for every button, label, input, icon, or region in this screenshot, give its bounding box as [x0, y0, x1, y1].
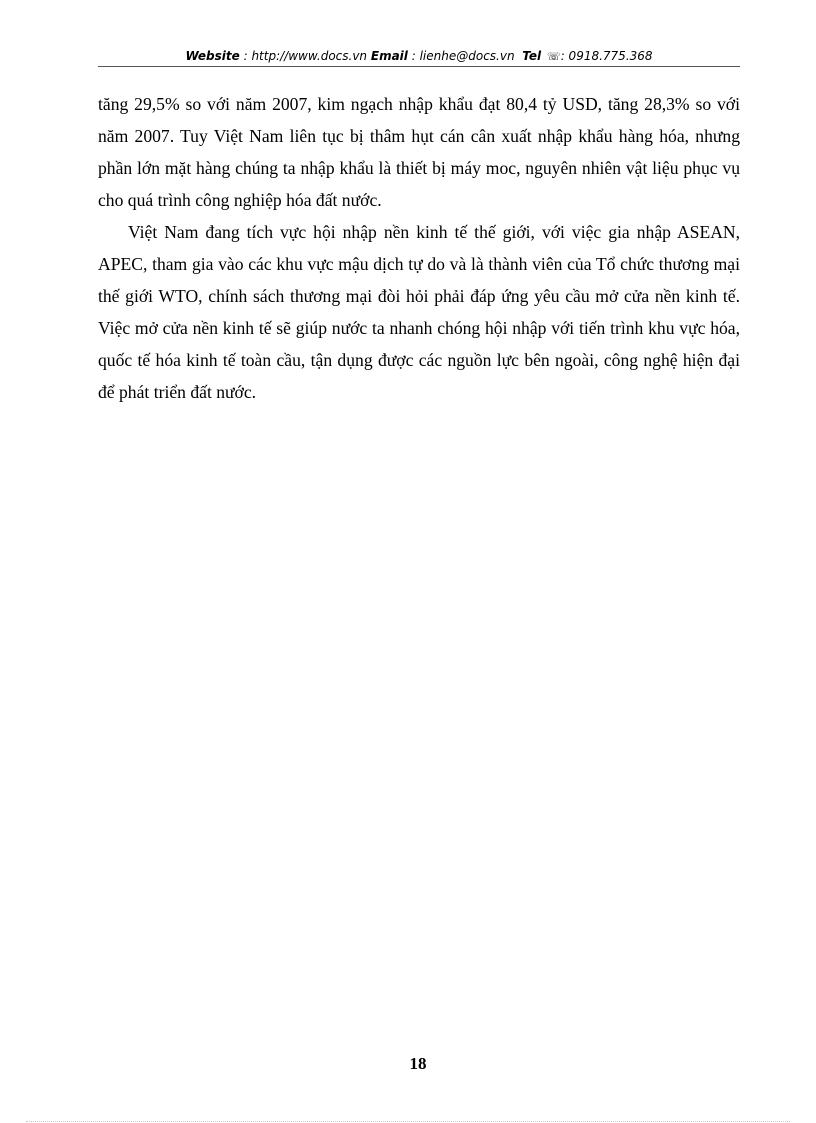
paragraph-2: Việt Nam đang tích vực hội nhập nền kinh tế thế giới, với việc gia nhập ASEAN, APEC, tham gia vào các khu vực mậu dịch tự do và là thành viên của Tổ chức thương mại thế giới WTO, chính sách thương mại đòi hỏi phải đáp ứng yêu cầu mở cửa nền kinh tế. Việc mở cửa nền kinh tế sẽ giúp nước ta nhanh chóng hội nhập với tiến trình khu vực hóa, quốc tế hóa kinh tế toàn cầu, tận dụng được các nguồn lực bên ngoài, công nghệ hiện đại để phát triển đất nước.: [98, 222, 740, 402]
email-label: Email: [370, 49, 408, 63]
email-address[interactable]: : lienhe@docs.vn: [411, 49, 515, 63]
tel-number: : 0918.775.368: [560, 49, 653, 63]
tel-label: Tel: [522, 49, 542, 63]
footer-divider: [26, 1121, 790, 1122]
website-label: Website: [185, 49, 240, 63]
page-number: 18: [409, 1054, 427, 1073]
paragraph-1: tăng 29,5% so với năm 2007, kim ngạch nhập khẩu đạt 80,4 tỷ USD, tăng 28,3% so với năm 2007. Tuy Việt Nam liên tục bị thâm hụt cán cân xuất nhập khẩu hàng hóa, nhưng phần lớn mặt hàng chúng ta nhập khẩu là thiết bị máy moc, nguyên nhiên vật liệu phục vụ cho quá trình công nghiệp hóa đất nước.: [98, 94, 740, 210]
page-header: [98, 48, 740, 65]
header-divider: [98, 66, 740, 67]
phone-icon: ☏: [546, 50, 561, 63]
website-url[interactable]: : http://www.docs.vn: [243, 49, 368, 63]
document-body: [98, 88, 740, 408]
